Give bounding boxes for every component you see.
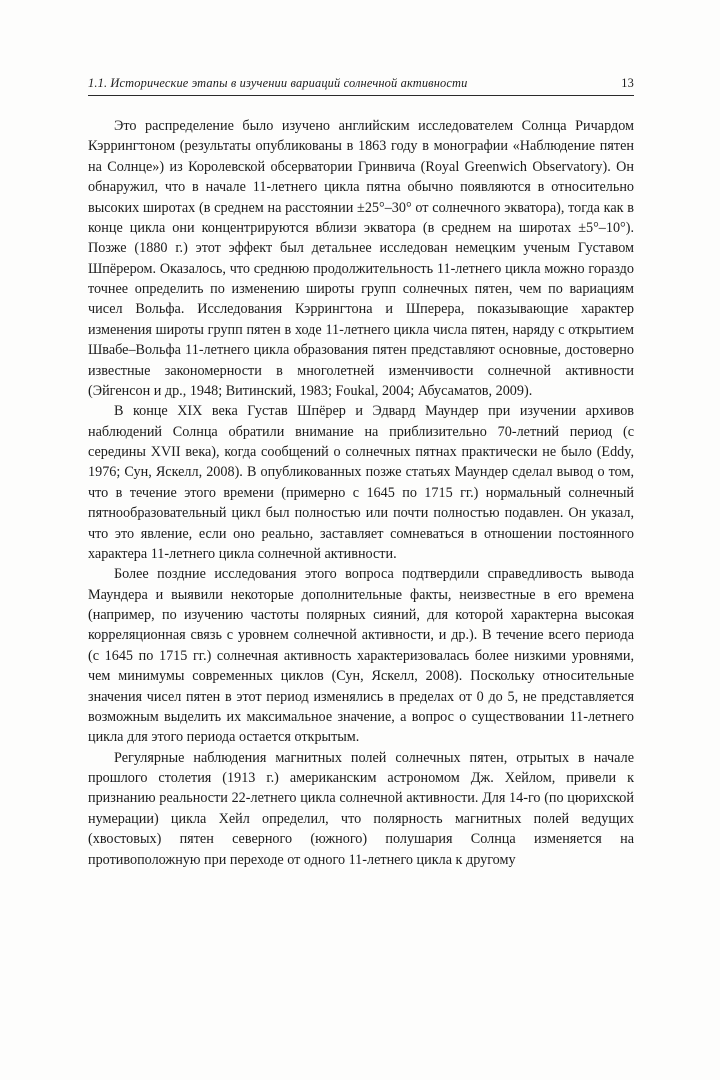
running-head xyxy=(88,76,634,96)
body-text xyxy=(88,116,634,870)
paragraph: Регулярные наблюдения магнитных полей солнечных пятен, отрытых в начале прошлого столетия (1913 г.) американским астрономом Дж. Хейлом, привели к признанию реальности 22-летнего цикла солнечной активности. Для 14-го (по цюрихской нумерации) цикла Хейл определил, что полярность магнитных полей ведущих (хвостовых) пятен северного (южного) полушария Солнца изменяется на противоположную при переходе от одного 11-летнего цикла к другому xyxy=(88,749,634,868)
paragraph: Более поздние исследования этого вопроса подтвердили справедливость вывода Маундера и выявили некоторые дополнительные факты, неизвестные в его времена (например, по изучению частоты полярных сияний, для которой характерна высокая корреляционная связь с уровнем солнечной активности, и др.). В течение всего периода (с 1645 по 1715 гг.) солнечная активность характеризовалась более низкими уровнями, чем минимумы современных циклов (Сун, Яскелл, 2008). Поскольку относительные значения чисел пятен в этот период изменялись в пределах от 0 до 5, не представляется возможным выделить их максимальное значение, а вопрос о существовании 11-летнего цикла для этого периода остается открытым. xyxy=(88,566,634,746)
paragraph: В конце XIX века Густав Шпёрер и Эдвард Маундер при изучении архивов наблюдений Солнца обратили внимание на приблизительно 70-летний период (с середины XVII века), когда сообщений о солнечных пятнах практически не было (Eddy, 1976; Сун, Яскелл, 2008). В опубликованных позже статьях Маундер сделал вывод о том, что в течение этого времени (примерно с 1645 по 1715 гг.) нормальный солнечный пятнообразовательный цикл был полностью или почти полностью подавлен. Он указал, что это явление, если оно реально, заставляет сомневаться в отношении постоянного характера 11-летнего цикла солнечной активности. xyxy=(88,403,634,562)
paragraph: Это распределение было изучено английским исследователем Солнца Ричардом Кэррингтоном (результаты опубликованы в 1863 году в монографии «Наблюдение пятен на Солнце») из Королевской обсерватории Гринвича (Royal Greenwich Observatory). Он обнаружил, что в начале 11-летнего цикла пятна обычно появляются в относительно высоких широтах (в среднем на расстоянии ±25°–30° от солнечного экватора), тогда как в конце цикла они концентрируются вблизи экватора (в среднем на широтах ±5°–10°). Позже (1880 г.) этот эффект был детальнее исследован немецким ученым Густавом Шпёрером. Оказалось, что среднюю продолжительность 11-летнего цикла можно гораздо точнее определить по изменению широты групп солнечных пятен, чем по вариациям чисел Вольфа. Исследования Кэррингтона и Шперера, показывающие характер изменения широты групп пятен в ходе 11-летнего цикла числа пятен, наряду с открытием Швабе–Вольфа 11-летнего цикла образования пятен представляют основные, достоверно известные закономерности в многолетней изменчивости солнечной активности (Эйгенсон и др., 1948; Витинский, 1983; Foukal, 2004; Абусаматов, 2009). xyxy=(88,118,634,399)
running-head-title: 1.1. Исторические этапы в изучении вариаций солнечной активности xyxy=(88,76,468,90)
page-content xyxy=(88,76,634,870)
page-number: 13 xyxy=(621,76,634,90)
